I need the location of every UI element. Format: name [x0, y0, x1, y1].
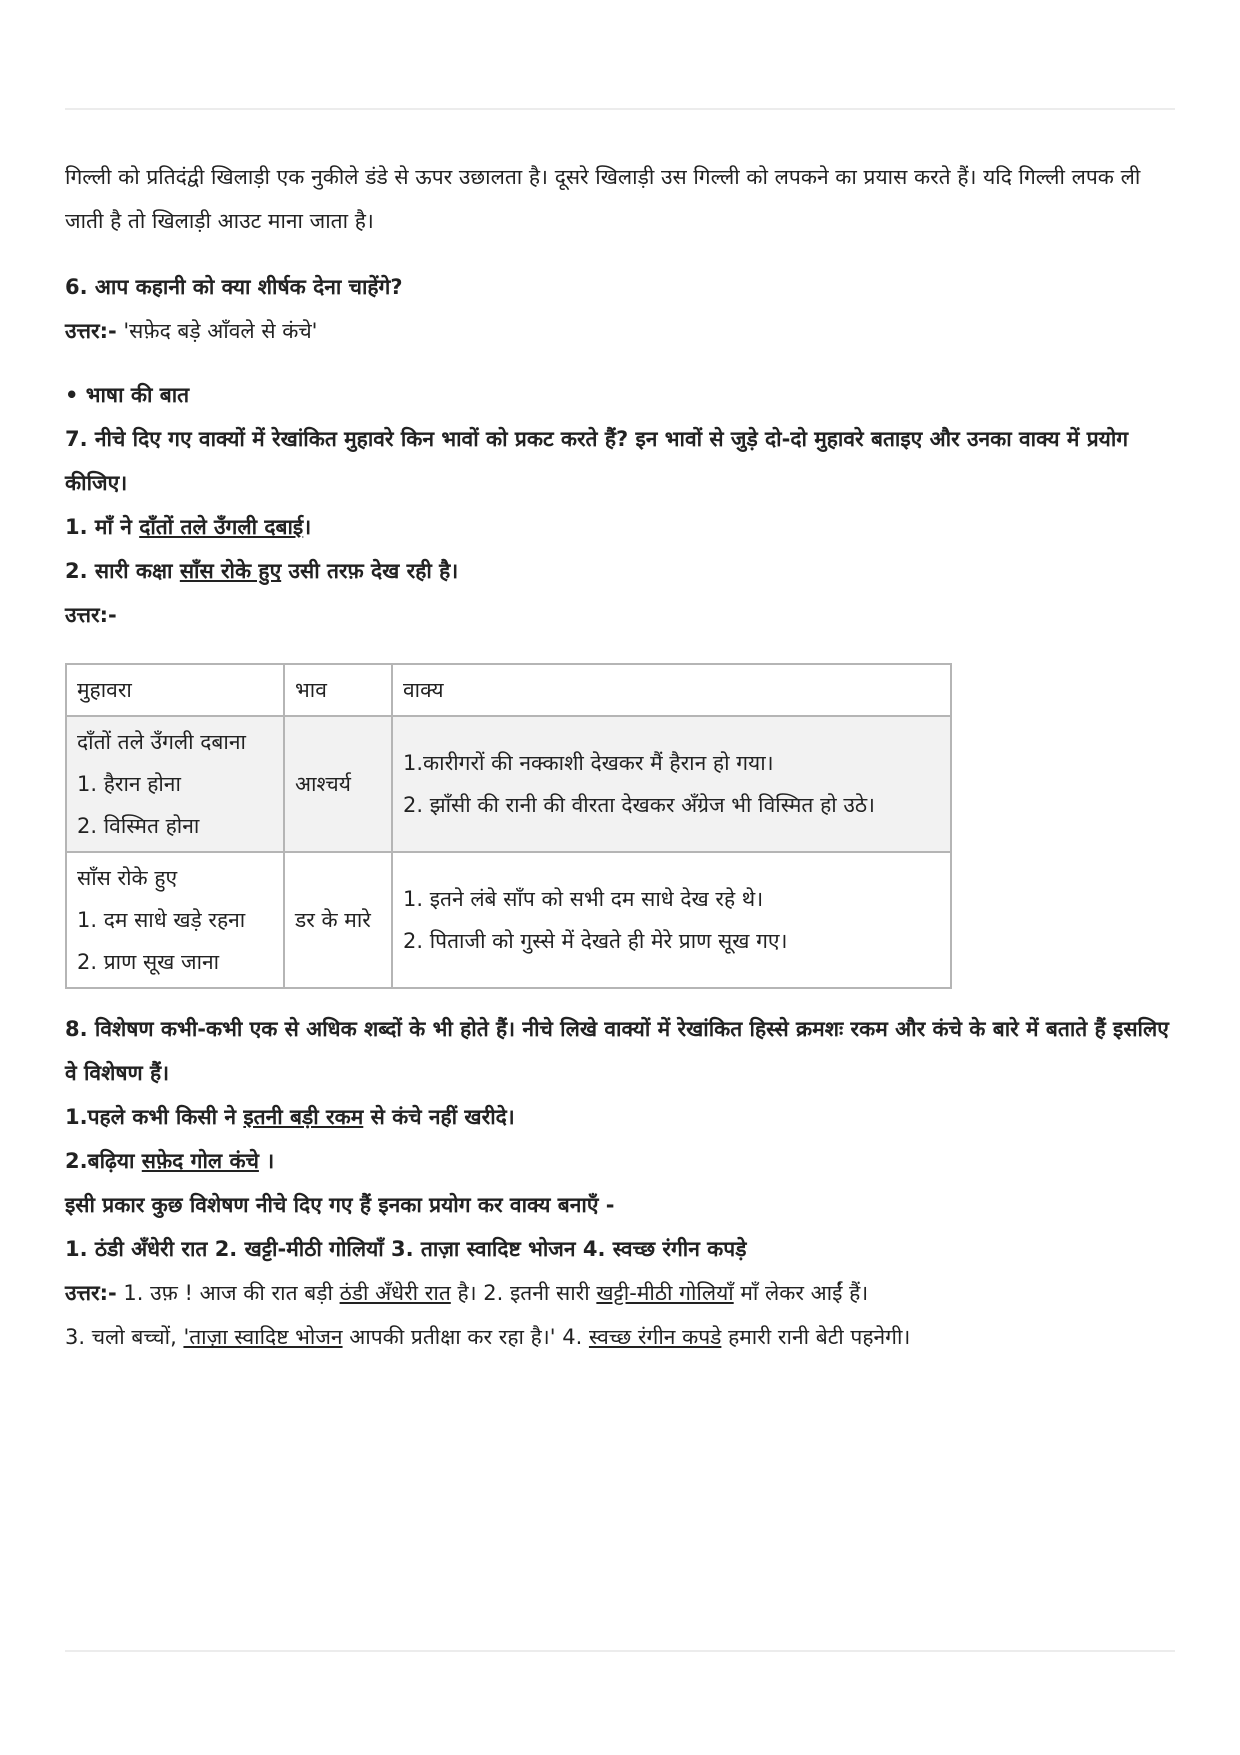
question-7-sentence-1 [65, 505, 1175, 549]
idiom-text: साँस रोके हुए [77, 866, 178, 890]
table-cell-sentence [392, 852, 951, 988]
answer-label: उत्तर:- [65, 1281, 117, 1305]
answer-8-line-1 [65, 1271, 1175, 1315]
question-6: 6. आप कहानी को क्या शीर्षक देना चाहेंगे? [65, 275, 403, 299]
bottom-divider [65, 1650, 1175, 1652]
sentence-text: 2. पिताजी को गुस्से में देखते ही मेरे प्राण सूख गए। [403, 929, 788, 953]
question-7: 7. नीचे दिए गए वाक्यों में रेखांकित मुहावरे किन भावों को प्रकट करते हैं? इन भावों से जुड़े दो-दो मुहावरे बताइए और उनका वाक्य में प्रयोग कीजिए। [65, 427, 1129, 495]
idiom-text: 2. प्राण सूख जाना [77, 950, 220, 974]
question-8-instruction: इसी प्रकार कुछ विशेषण नीचे दिए गए हैं इनका प्रयोग कर वाक्य बनाएँ - [65, 1193, 615, 1217]
section-heading: • भाषा की बात [65, 383, 190, 407]
answer-text: आपकी प्रतीक्षा कर रहा है।' 4. [342, 1325, 589, 1349]
intro-paragraph: गिल्ली को प्रतिदंद्वी खिलाड़ी एक नुकीले डंडे से ऊपर उछालता है। दूसरे खिलाड़ी उस गिल्ली को लपकने का प्रयास करते हैं। यदि गिल्ली लपक ली जाती है तो खिलाड़ी आउट माना जाता है। [65, 165, 1141, 233]
sentence-text: 2. झाँसी की रानी की वीरता देखकर अँग्रेज भी विस्मित हो उठे। [403, 793, 876, 817]
answer-6 [65, 309, 1175, 353]
question-8: 8. विशेषण कभी-कभी एक से अधिक शब्दों के भी होते हैं। नीचे लिखे वाक्यों में रेखांकित हिस्से क्रमशः रकम और कंचे के बारे में बताते हैं इसलिए वे विशेषण हैं। [65, 1017, 1169, 1085]
question-8-sentence-1 [65, 1095, 1175, 1139]
table-row [66, 716, 951, 852]
answer-text: 3. चलो बच्चों, [65, 1325, 184, 1349]
idiom-table [65, 663, 952, 989]
top-divider [65, 108, 1175, 110]
table-cell-sentence [392, 716, 951, 852]
idiom-text: 2. विस्मित होना [77, 814, 200, 838]
sentence-text: 1. इतने लंबे साँप को सभी दम साधे देख रहे थे। [403, 887, 764, 911]
sentence-text: से कंचे नहीं खरीदे। [363, 1105, 515, 1129]
answer-text: हमारी रानी बेटी पहनेगी। [721, 1325, 911, 1349]
underlined-adjective: स्वच्छ रंगीन कपडे [588, 1325, 722, 1349]
answer-8-line-2 [65, 1315, 1175, 1359]
idiom-text: दाँतों तले उँगली दबाना [77, 730, 246, 754]
sentence-text: । [258, 1149, 275, 1173]
question-8-list: 1. ठंडी अँधेरी रात 2. खट्टी-मीठी गोलियाँ 3. ताज़ा स्वादिष्ट भोजन 4. स्वच्छ रंगीन कपड़े [65, 1237, 747, 1261]
answer-text: माँ लेकर आईं हैं। [733, 1281, 869, 1305]
idiom-text: 1. दम साधे खड़े रहना [77, 908, 246, 932]
answer-text: है। 2. इतनी सारी [450, 1281, 597, 1305]
question-8-sentence-2 [65, 1139, 1175, 1183]
table-cell-emotion: आश्चर्य [284, 716, 392, 852]
table-cell-emotion: डर के मारे [284, 852, 392, 988]
answer-6-text: 'सफ़ेद बड़े आँवले से कंचे' [116, 319, 318, 343]
answer-label: उत्तर:- [65, 319, 117, 343]
underlined-adjective: सफ़ेद गोल कंचे [141, 1149, 259, 1173]
table-header: मुहावरा [66, 664, 284, 716]
document-body [65, 155, 1175, 1359]
table-cell-idiom [66, 716, 284, 852]
sentence-text: 1.पहले कभी किसी ने [65, 1105, 244, 1129]
table-header: वाक्य [392, 664, 951, 716]
idiom-text: 1. हैरान होना [77, 772, 181, 796]
sentence-text: उसी तरफ़ देख रही है। [281, 559, 459, 583]
answer-7-label: उत्तर:- [65, 603, 117, 627]
sentence-text: 2. सारी कक्षा [65, 559, 180, 583]
underlined-idiom: साँस रोके हुए [179, 559, 282, 583]
underlined-adjective: इतनी बड़ी रकम [243, 1105, 364, 1129]
table-header: भाव [284, 664, 392, 716]
sentence-text: । [303, 515, 312, 539]
question-7-sentence-2 [65, 549, 1175, 593]
table-header-row [66, 664, 951, 716]
sentence-text: 1.कारीगरों की नक्काशी देखकर मैं हैरान हो गया। [403, 751, 774, 775]
table-row [66, 852, 951, 988]
underlined-idiom: दाँतों तले उँगली दबाई [139, 515, 304, 539]
sentence-text: 1. माँ ने [65, 515, 140, 539]
underlined-adjective: ठंडी अँधेरी रात [339, 1281, 451, 1305]
answer-text: 1. उफ़ ! आज की रात बड़ी [116, 1281, 340, 1305]
underlined-adjective: 'ताज़ा स्वादिष्ट भोजन [183, 1325, 343, 1349]
table-cell-idiom [66, 852, 284, 988]
sentence-text: 2.बढ़िया [65, 1149, 142, 1173]
underlined-adjective: खट्टी-मीठी गोलियाँ [596, 1281, 734, 1305]
